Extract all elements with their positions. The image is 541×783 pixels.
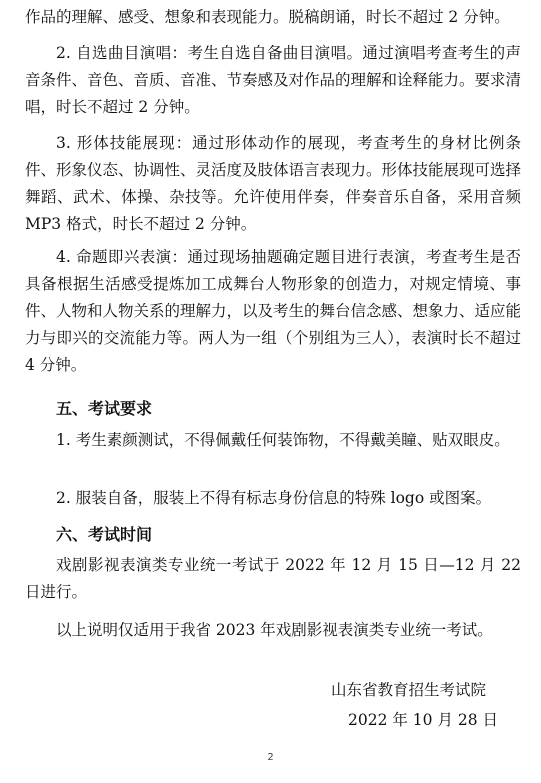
exam-time-paragraph: 戏剧影视表演类专业统一考试于 2022 年 12 月 15 日—12 月 22 日进行。 bbox=[25, 556, 521, 601]
requirement-1: 1. 考生素颜测试，不得佩戴任何装饰物，不得戴美瞳、贴双眼皮。 bbox=[56, 431, 510, 449]
section-5-heading: 五、考试要求 bbox=[56, 399, 153, 418]
note-paragraph: 以上说明仅适用于我省 2023 年戏剧影视表演类专业统一考试。 bbox=[56, 621, 493, 639]
paragraph-item-3: 3. 形体技能展现：通过形体动作的展现，考查考生的身材比例条件、形象仪态、协调性、灵活度及肢体语言表现力。形体技能展现可选择舞蹈、武术、体操、杂技等。允许使用伴奏，伴奏音乐自备，采用音频MP3 格式，时长不超过 2 分钟。 bbox=[25, 134, 522, 233]
issuer-signature: 山东省教育招生考试院 bbox=[331, 681, 487, 699]
paragraph-continued: 作品的理解、感受、想象和表现能力。脱稿朗诵，时长不超过 2 分钟。 bbox=[25, 8, 510, 26]
requirement-2: 2. 服装自备，服装上不得有标志身份信息的特殊 logo 或图案。 bbox=[56, 489, 492, 507]
page-number: 2 bbox=[267, 752, 274, 763]
paragraph-item-4: 4. 命题即兴表演：通过现场抽题确定题目进行表演，考查考生是否具备根据生活感受提炼加工成舞台人物形象的创造力，对规定情境、事件、人物和人物关系的理解力，以及考生的舞台信念感、想象力、适应能力与即兴的交流能力等。两人为一组（个别组为三人），表演时长不超过 4 分钟。 bbox=[25, 248, 522, 374]
issue-date: 2022 年 10 月 28 日 bbox=[348, 711, 499, 729]
section-6-heading: 六、考试时间 bbox=[56, 525, 153, 544]
paragraph-item-2: 2. 自选曲目演唱：考生自选自备曲目演唱。通过演唱考查考生的声音条件、音色、音质、音准、节奏感及对作品的理解和诠释能力。要求清唱，时长不超过 2 分钟。 bbox=[25, 44, 522, 116]
